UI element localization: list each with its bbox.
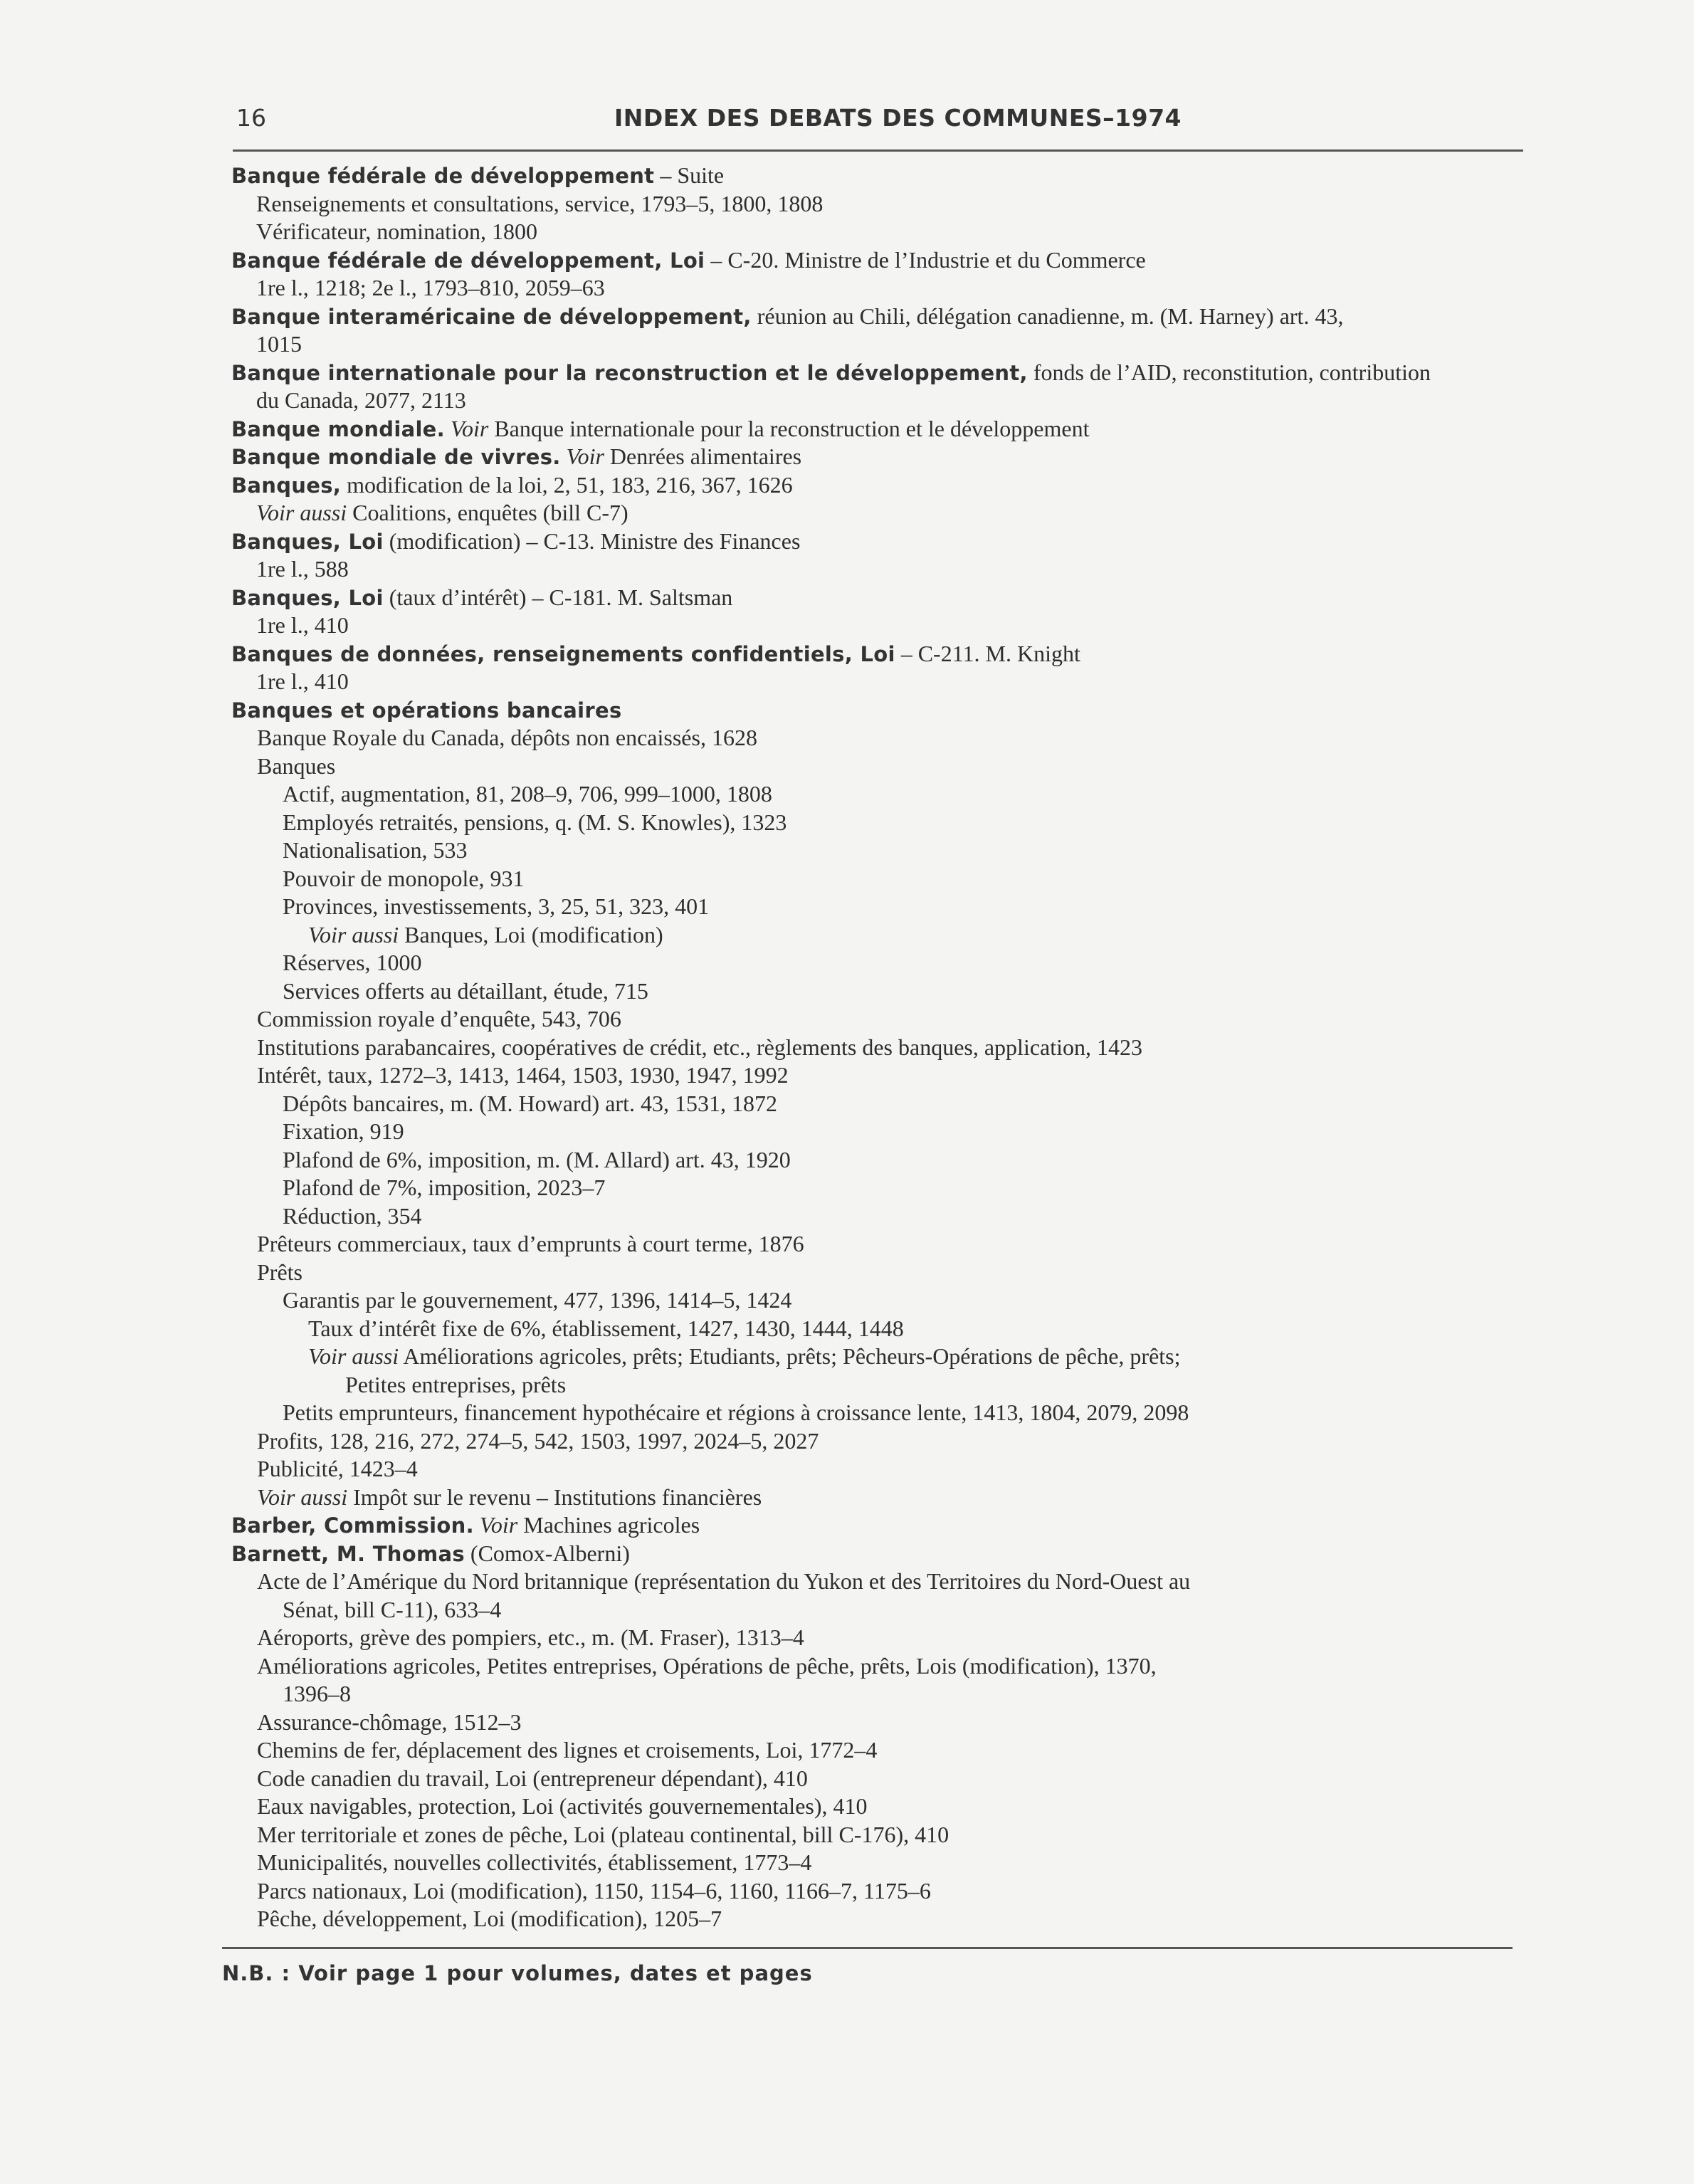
index-subentry-line (231, 274, 1527, 303)
index-subentry-line (231, 1427, 1527, 1456)
index-subentry-line (231, 865, 1527, 893)
index-subentry-line (231, 387, 1527, 415)
entry-heading: Banque fédérale de développement, Loi (231, 248, 705, 273)
entry-text: (modification) – C-13. Ministre des Finances (383, 527, 801, 554)
entry-text: (Comox-Alberni) (464, 1540, 630, 1566)
index-subentry-line (231, 499, 1527, 527)
index-heading-line (231, 640, 1527, 668)
entry-text: Acte de l’Amérique du Nord britannique (représentation du Yukon et des Territoires du Nord-Ouest au (257, 1568, 1191, 1594)
index-subentry-line (231, 190, 1527, 219)
index-subentry-line (231, 555, 1527, 584)
entry-heading: Banque internationale pour la reconstruction et le développement, (231, 360, 1028, 385)
entry-text: Plafond de 6%, imposition, m. (M. Allard) art. 43, 1920 (283, 1146, 791, 1172)
index-subentry-line (231, 611, 1527, 640)
index-subentry-line (231, 1596, 1527, 1624)
index-heading-line (231, 471, 1527, 500)
index-subentry-line (231, 809, 1527, 837)
entry-text: Aéroports, grève des pompiers, etc., m. (M. Fraser), 1313–4 (257, 1624, 804, 1650)
index-subentry-line (231, 752, 1527, 781)
index-subentry-line (231, 921, 1527, 950)
entry-text: Eaux navigables, protection, Loi (activités gouvernementales), 410 (257, 1793, 868, 1819)
entry-text: Taux d’intérêt fixe de 6%, établissement, 1427, 1430, 1444, 1448 (308, 1315, 904, 1341)
index-heading-line (231, 1511, 1527, 1540)
entry-text: Intérêt, taux, 1272–3, 1413, 1464, 1503, 1930, 1947, 1992 (257, 1062, 789, 1088)
index-subentry-line (231, 1118, 1527, 1146)
index-subentry-line (231, 1708, 1527, 1737)
entry-text: Coalitions, enquêtes (bill C-7) (347, 500, 628, 525)
footer-divider (222, 1947, 1512, 1949)
cross-reference-label: Voir (473, 1512, 518, 1538)
index-subentry-line (231, 1736, 1527, 1765)
entry-text: Profits, 128, 216, 272, 274–5, 542, 1503, 1997, 2024–5, 2027 (257, 1427, 819, 1454)
entry-text: du Canada, 2077, 2113 (256, 387, 466, 413)
index-heading-line (231, 415, 1527, 443)
entry-text: 1396–8 (283, 1681, 351, 1706)
index-subentry-line (231, 1146, 1527, 1175)
entry-heading: Banques de données, renseignements confidentiels, Loi (231, 641, 895, 666)
entry-text: Commission royale d’enquête, 543, 706 (257, 1006, 621, 1031)
entry-text: Impôt sur le revenu – Institutions financières (347, 1484, 762, 1510)
entry-text: Municipalités, nouvelles collectivités, établissement, 1773–4 (257, 1849, 812, 1875)
index-heading-line (231, 443, 1527, 471)
cross-reference-label: Voir (560, 443, 604, 469)
entry-text: Banque internationale pour la reconstruction et le développement (488, 415, 1090, 441)
entry-text: Petites entreprises, prêts (345, 1371, 567, 1397)
index-subentry-line (231, 330, 1527, 359)
entry-heading: Banque mondiale de vivres. (231, 445, 561, 469)
entry-text: Prêts (257, 1259, 302, 1285)
footer-note: N.B. : Voir page 1 pour volumes, dates et pages (222, 1961, 813, 1985)
entry-heading: Banque fédérale de développement (231, 164, 655, 188)
index-entries (231, 162, 1527, 1933)
entry-text: Banques, Loi (modification) (399, 921, 663, 947)
index-subentry-line (231, 1034, 1527, 1062)
entry-text: Code canadien du travail, Loi (entrepreneur dépendant), 410 (257, 1765, 808, 1791)
index-subentry-line (231, 1877, 1527, 1906)
entry-heading: Banques, Loi (231, 529, 384, 554)
entry-text: Réserves, 1000 (283, 950, 422, 975)
entry-text: Banque Royale du Canada, dépôts non encaissés, 1628 (257, 725, 757, 750)
entry-text: Prêteurs commerciaux, taux d’emprunts à court terme, 1876 (257, 1231, 804, 1256)
index-subentry-line (231, 1765, 1527, 1793)
entry-heading: Banque mondiale. (231, 416, 445, 441)
entry-text: Employés retraités, pensions, q. (M. S. Knowles), 1323 (283, 809, 787, 835)
index-heading-line (231, 303, 1527, 331)
entry-text: Plafond de 7%, imposition, 2023–7 (283, 1175, 606, 1200)
entry-text: 1re l., 1218; 2e l., 1793–810, 2059–63 (256, 275, 605, 300)
entry-text: Institutions parabancaires, coopératives de crédit, etc., règlements des banques, application, 1423 (257, 1034, 1143, 1060)
entry-text: Améliorations agricoles, prêts; Etudiants, prêts; Pêcheurs-Opérations de pêche, prêts; (399, 1343, 1181, 1369)
index-subentry-line (231, 1090, 1527, 1118)
index-heading-line (231, 696, 1527, 725)
entry-text: Machines agricoles (517, 1512, 700, 1538)
entry-text: réunion au Chili, délégation canadienne, m. (M. Harney) art. 43, (751, 303, 1344, 329)
entry-text: 1015 (256, 331, 302, 357)
index-subentry-line (231, 1259, 1527, 1287)
entry-text: Denrées alimentaires (604, 443, 802, 469)
index-subentry-line (231, 977, 1527, 1006)
entry-text: Parcs nationaux, Loi (modification), 1150, 1154–6, 1160, 1166–7, 1175–6 (257, 1877, 931, 1904)
entry-text: Sénat, bill C-11), 633–4 (283, 1596, 502, 1622)
index-subentry-line (231, 1061, 1527, 1090)
entry-text: Actif, augmentation, 81, 208–9, 706, 999–1000, 1808 (283, 781, 772, 807)
entry-text: Services offerts au détaillant, étude, 715 (283, 977, 648, 1004)
index-subentry-line (231, 893, 1527, 921)
index-subentry-line (231, 1230, 1527, 1259)
entry-heading: Barnett, M. Thomas (231, 1541, 465, 1566)
index-heading-line (231, 359, 1527, 387)
index-subentry-line (231, 724, 1527, 752)
entry-text: Garantis par le gouvernement, 477, 1396, 1414–5, 1424 (283, 1287, 792, 1313)
entry-heading: Banques et opérations bancaires (231, 698, 622, 723)
entry-text: Pêche, développement, Loi (modification), 1205–7 (257, 1906, 722, 1931)
index-subentry-line (231, 1484, 1527, 1512)
entry-text: Assurance-chômage, 1512–3 (257, 1708, 522, 1735)
index-subentry-line (231, 1568, 1527, 1596)
index-subentry-line (231, 1399, 1527, 1427)
index-subentry-line (231, 1905, 1527, 1933)
entry-text: Réduction, 354 (283, 1202, 422, 1229)
index-subentry-line (231, 1849, 1527, 1877)
cross-reference-label: Voir aussi (257, 1484, 348, 1510)
index-subentry-line (231, 1315, 1527, 1343)
header-divider (233, 149, 1523, 152)
index-subentry-line (231, 1005, 1527, 1034)
entry-text: Pouvoir de monopole, 931 (283, 865, 525, 891)
entry-text: fonds de l’AID, reconstitution, contribution (1027, 359, 1431, 385)
index-heading-line (231, 162, 1527, 190)
index-subentry-line (231, 1371, 1527, 1400)
index-subentry-line (231, 1821, 1527, 1849)
entry-text: – C-211. M. Knight (895, 640, 1080, 666)
index-heading-line (231, 527, 1527, 556)
entry-text: Provinces, investissements, 3, 25, 51, 323, 401 (283, 893, 710, 919)
index-subentry-line (231, 1624, 1527, 1652)
entry-text: Mer territoriale et zones de pêche, Loi (plateau continental, bill C-176), 410 (257, 1821, 949, 1847)
entry-text: Renseignements et consultations, service, 1793–5, 1800, 1808 (256, 190, 824, 216)
entry-text: Chemins de fer, déplacement des lignes et croisements, Loi, 1772–4 (257, 1737, 878, 1763)
entry-text: – Suite (654, 162, 725, 188)
entry-text: 1re l., 410 (256, 612, 349, 638)
entry-heading: Banques, (231, 473, 342, 498)
page-title: INDEX DES DEBATS DES COMMUNES–1974 (614, 104, 1182, 132)
index-heading-line (231, 1540, 1527, 1568)
index-subentry-line (231, 1174, 1527, 1202)
entry-heading: Barber, Commission. (231, 1513, 474, 1538)
entry-text: Banques (257, 752, 336, 779)
cross-reference-label: Voir (444, 415, 489, 441)
cross-reference-label: Voir aussi (308, 921, 399, 947)
index-subentry-line (231, 1202, 1527, 1231)
index-subentry-line (231, 1455, 1527, 1484)
cross-reference-label: Voir aussi (308, 1343, 399, 1369)
index-subentry-line (231, 1286, 1527, 1315)
entry-text: 1re l., 410 (256, 668, 349, 694)
entry-text: Petits emprunteurs, financement hypothécaire et régions à croissance lente, 1413, 1804, 2079, 2098 (283, 1400, 1189, 1425)
page-number: 16 (236, 104, 266, 132)
index-heading-line (231, 584, 1527, 612)
index-subentry-line (231, 1792, 1527, 1821)
index-subentry-line (231, 1680, 1527, 1708)
entry-text: modification de la loi, 2, 51, 183, 216, 367, 1626 (341, 471, 793, 498)
entry-text: 1re l., 588 (256, 556, 349, 582)
index-subentry-line (231, 1343, 1527, 1371)
index-subentry-line (231, 1652, 1527, 1681)
index-subentry-line (231, 949, 1527, 977)
entry-text: Dépôts bancaires, m. (M. Howard) art. 43, 1531, 1872 (283, 1090, 777, 1116)
entry-text: Fixation, 919 (283, 1118, 404, 1144)
index-heading-line (231, 246, 1527, 275)
entry-text: (taux d’intérêt) – C-181. M. Saltsman (383, 584, 733, 610)
cross-reference-label: Voir aussi (256, 500, 347, 525)
entry-text: Améliorations agricoles, Petites entreprises, Opérations de pêche, prêts, Lois (modification), 1370, (257, 1652, 1157, 1679)
index-subentry-line (231, 668, 1527, 696)
entry-text: Publicité, 1423–4 (257, 1456, 418, 1481)
entry-heading: Banque interaméricaine de développement, (231, 304, 752, 329)
index-subentry-line (231, 836, 1527, 865)
index-subentry-line (231, 780, 1527, 809)
entry-text: Vérificateur, nomination, 1800 (256, 219, 538, 244)
index-subentry-line (231, 218, 1527, 246)
entry-text: Nationalisation, 533 (283, 837, 468, 863)
entry-heading: Banques, Loi (231, 585, 384, 610)
entry-text: – C-20. Ministre de l’Industrie et du Commerce (705, 246, 1146, 273)
